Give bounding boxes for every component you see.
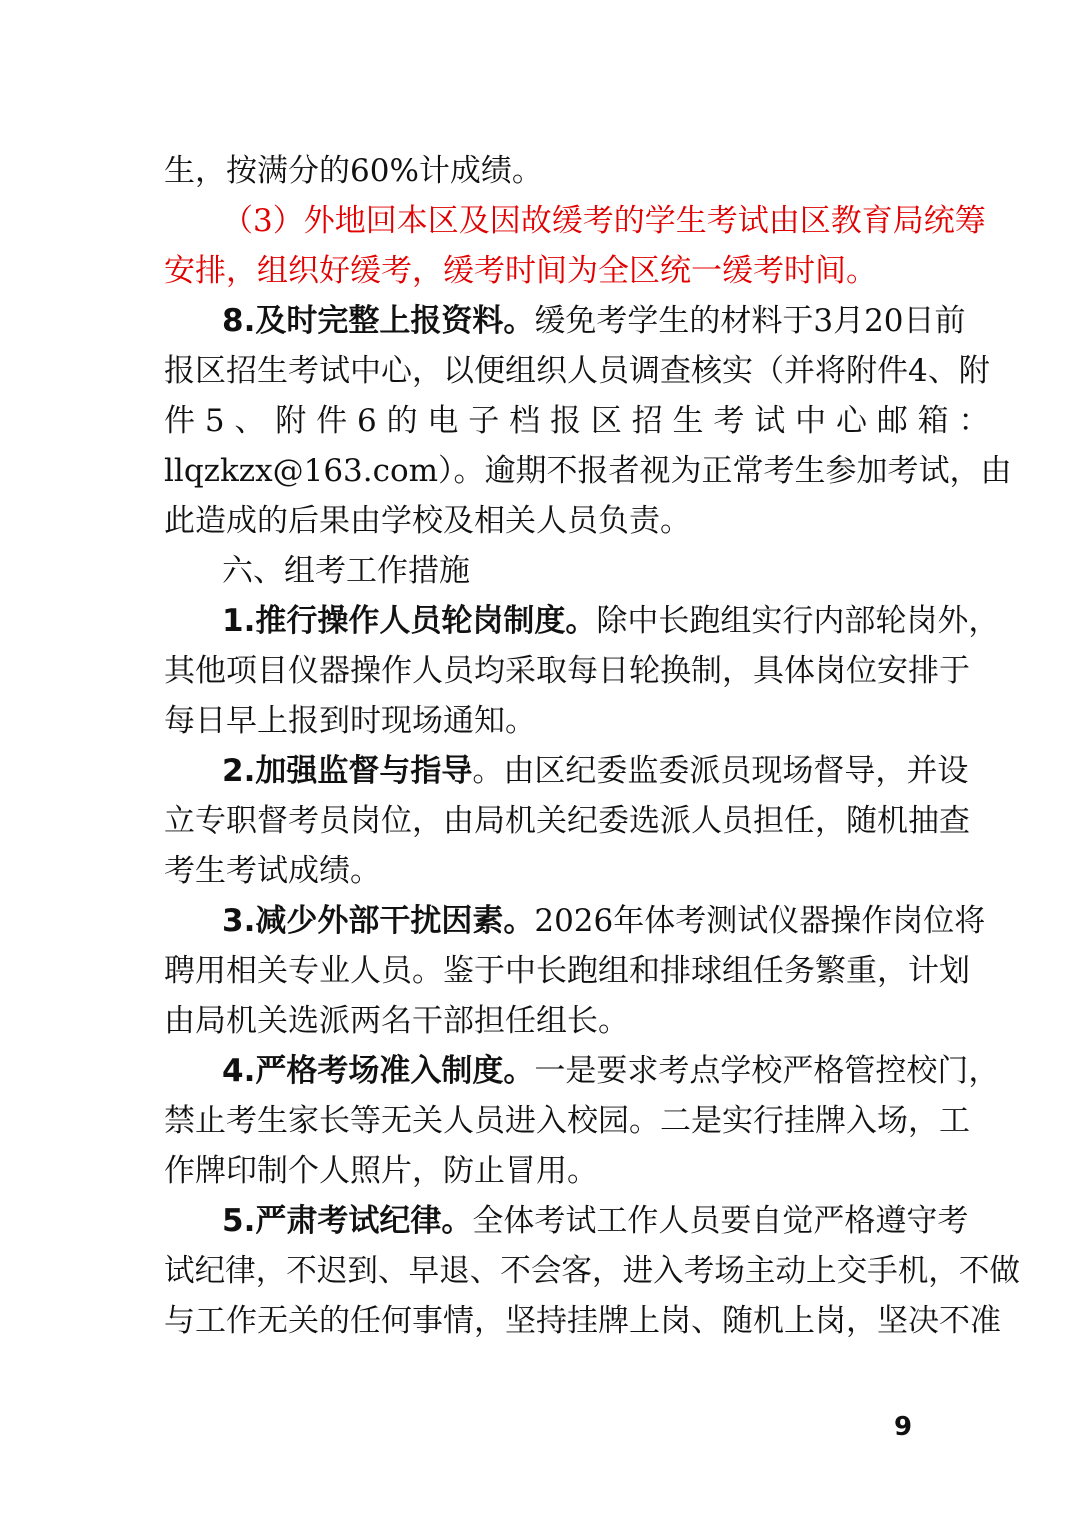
text-line: 其他项目仪器操作人员均采取每日轮换制，具体岗位安排于 [164,653,970,689]
paragraph-heading: 4.严格考场准入制度。 [222,1053,535,1089]
text-line: 此造成的后果由学校及相关人员负责。 [164,503,691,539]
text-line: 件 5 、 附 件 6 的 电 子 档 报 区 招 生 考 试 中 心 邮 箱 ： [164,403,990,439]
paragraph-text: 全体考试工作人员要自觉严格遵守考 [472,1203,969,1239]
paragraph-heading: 1.推行操作人员轮岗制度。 [222,603,597,639]
text-line: 立专职督考员岗位，由局机关纪委选派人员担任，随机抽查 [164,803,970,839]
paragraph-start [222,1196,969,1246]
text-line: 由局机关选派两名干部担任组长。 [164,1003,629,1039]
text-line: 试纪律，不迟到、早退、不会客，进入考场主动上交手机，不做 [164,1253,1020,1289]
text-line: 每日早上报到时现场通知。 [164,703,536,739]
paragraph-text: 。由区纪委监委派员现场督导，并设 [472,753,969,789]
section-heading: 六、组考工作措施 [222,553,470,589]
text-line: 聘用相关专业人员。鉴于中长跑组和排球组任务繁重，计划 [164,953,970,989]
paragraph-text: 2026年体考测试仪器操作岗位将 [534,903,986,939]
paragraph-text: 缓免考学生的材料于3月20日前 [534,303,966,339]
text-line: 考生考试成绩。 [164,853,381,889]
paragraph-start [222,596,1000,646]
paragraph-heading: 2.加强监督与指导 [222,753,473,789]
text-line: 作牌印制个人照片，防止冒用。 [164,1153,598,1189]
paragraph-start [222,746,969,796]
page-number: 9 [894,1412,913,1442]
paragraph-start [222,296,966,346]
text-line: 禁止考生家长等无关人员进入校园。二是实行挂牌入场，工 [164,1103,970,1139]
text-line-highlighted: （3）外地回本区及因故缓考的学生考试由区教育局统筹 [222,203,986,239]
paragraph-text: 一是要求考点学校严格管控校门， [534,1053,1000,1089]
paragraph-heading: 8.及时完整上报资料。 [222,303,535,339]
text-line: 报区招生考试中心，以便组织人员调查核实（并将附件4、附 [164,353,990,389]
text-line-highlighted: 安排，组织好缓考，缓考时间为全区统一缓考时间。 [164,253,877,289]
paragraph-start [222,1046,1000,1096]
paragraph-heading: 3.减少外部干扰因素。 [222,903,535,939]
paragraph-text: 除中长跑组实行内部轮岗外， [596,603,1000,639]
paragraph-heading: 5.严肃考试纪律。 [222,1203,473,1239]
text-line: llqzkzx@163.com）。逾期不报者视为正常考生参加考试，由 [164,453,1012,489]
text-line: 与工作无关的任何事情，坚持挂牌上岗、随机上岗，坚决不准 [164,1303,1001,1339]
text-line: 生，按满分的60%计成绩。 [164,153,543,189]
paragraph-start [222,896,986,946]
